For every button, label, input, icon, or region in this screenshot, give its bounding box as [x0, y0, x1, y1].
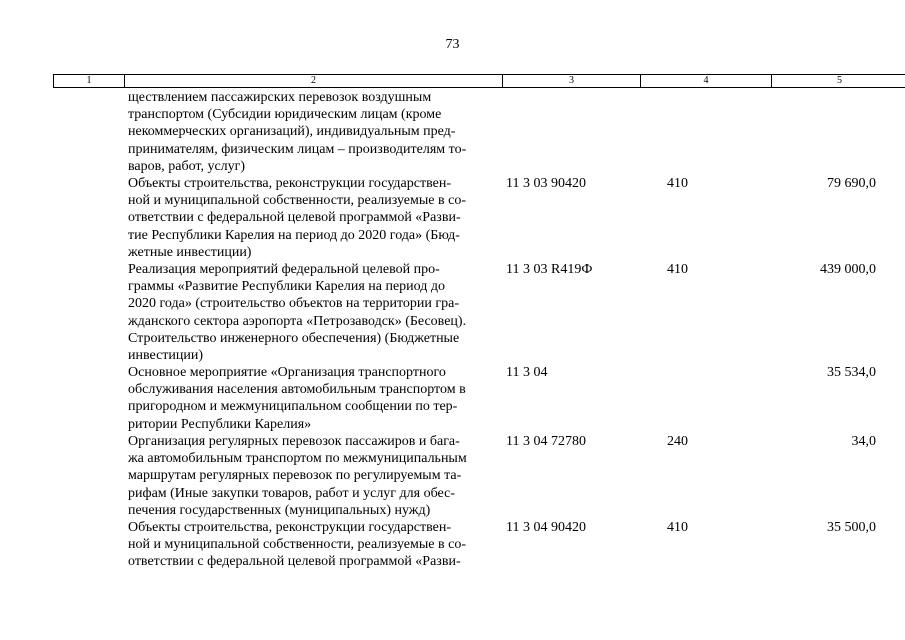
description-line: Организация регулярных перевозок пассажиров и бага- [128, 434, 460, 449]
description-line: ответствии с федеральной целевой программой «Разви- [128, 554, 461, 570]
column-header-1: 1 [86, 75, 92, 86]
description-line: ритории Республики Карелия» [128, 416, 312, 432]
description-line: Реализация мероприятий федеральной целевой про- [128, 262, 440, 277]
description-line: ной и муниципальной собственности, реализуемые в со- [128, 537, 466, 553]
column-header-2: 2 [124, 75, 502, 87]
row-description [128, 261, 500, 364]
row-code: 11 3 04 72780 [506, 434, 586, 449]
row-expense-type: 410 [667, 262, 688, 277]
description-line: инвестиции) [128, 348, 204, 364]
row-description [128, 433, 500, 519]
row-description [128, 89, 500, 175]
description-line: печения государственных (муниципальных) нужд) [128, 502, 431, 518]
table-header [53, 74, 905, 88]
row-amount: 439 000,0 [820, 262, 876, 277]
row-expense-type: 410 [667, 176, 688, 191]
description-line: транспортом (Субсидии юридическим лицам (кроме [128, 107, 442, 123]
row-description [128, 175, 500, 261]
description-line: ной и муниципальной собственности, реализуемые в со- [128, 193, 466, 209]
description-line: Строительство инженерного обеспечения) (Бюджетные [128, 330, 460, 346]
row-expense-type: 410 [667, 520, 688, 535]
description-line: жа автомобильным транспортом по межмуниципальным [128, 451, 467, 467]
row-code: 11 3 03 90420 [506, 176, 586, 191]
row-code: 11 3 04 [506, 365, 548, 380]
description-line: граммы «Развитие Республики Карелия на период до [128, 279, 446, 295]
description-line: жетные инвестиции) [128, 244, 252, 260]
description-line: жданского сектора аэропорта «Петрозаводск» (Бесовец). [128, 313, 467, 329]
description-line: некоммерческих организаций), индивидуальным пред- [128, 124, 456, 140]
description-line: ществлением пассажирских перевозок воздушным [128, 90, 432, 105]
description-line: 2020 года» (строительство объектов на территории гра- [128, 296, 459, 312]
row-description [128, 364, 500, 433]
description-line: пригородном и межмуниципальном сообщении по тер- [128, 399, 458, 415]
description-line: Основное мероприятие «Организация транспортного [128, 365, 446, 380]
row-code: 11 3 04 90420 [506, 520, 586, 535]
row-expense-type: 240 [667, 434, 688, 449]
row-amount: 35 500,0 [827, 520, 876, 535]
column-header-5: 5 [771, 75, 905, 87]
row-code: 11 3 03 R419Ф [506, 262, 593, 277]
description-line: обслуживания населения автомобильным транспортом в [128, 382, 466, 398]
row-amount: 34,0 [851, 434, 876, 449]
row-amount: 79 690,0 [827, 176, 876, 191]
column-header-4: 4 [640, 75, 771, 87]
description-line: тие Республики Карелия на период до 2020 года» (Бюд- [128, 227, 460, 243]
page-number: 73 [445, 37, 460, 52]
column-header-3: 3 [502, 75, 640, 87]
row-description [128, 519, 500, 571]
description-line: маршрутам регулярных перевозок по регулируемым та- [128, 468, 462, 484]
description-line: ответствии с федеральной целевой программой «Разви- [128, 210, 461, 226]
description-line: рифам (Иные закупки товаров, работ и услуг для обес- [128, 485, 455, 501]
row-amount: 35 534,0 [827, 365, 876, 380]
description-line: принимателям, физическим лицам – производителям то- [128, 141, 467, 157]
description-line: Объекты строительства, реконструкции государствен- [128, 520, 451, 535]
description-line: варов, работ, услуг) [128, 158, 246, 174]
description-line: Объекты строительства, реконструкции государствен- [128, 176, 451, 191]
